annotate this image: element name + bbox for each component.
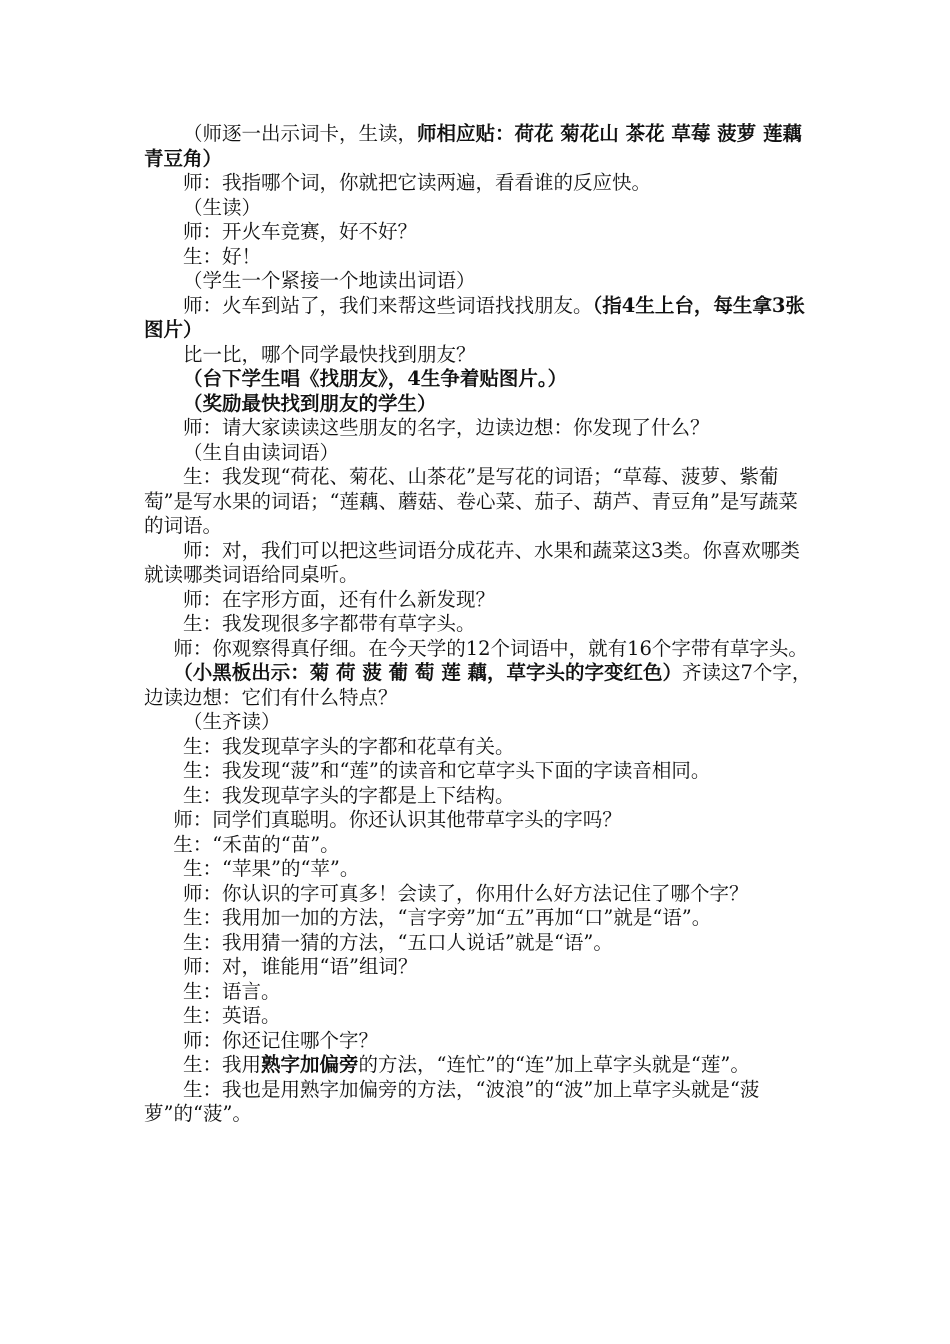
paragraph-bold: （台下学生唱《找朋友》，4生争着贴图片。）: [183, 367, 568, 390]
paragraph: 师：我指哪个词，你就把它读两遍，看看谁的反应快。: [183, 171, 652, 194]
paragraph-bold-text: （指4生上台，每生拿3张图片）: [144, 293, 805, 341]
paragraph: （生自由读词语）: [183, 440, 340, 464]
paragraph-bold-text: 熟字加偏旁: [261, 1053, 359, 1076]
paragraph-text: 师：火车到站了，我们来帮这些词语找找朋友。: [183, 293, 593, 317]
paragraph: 生：我用猜一猜的方法，“五口人说话”就是“语”。: [183, 930, 613, 954]
paragraph: （学生一个紧接一个地读出词语）: [183, 269, 476, 292]
paragraph: 生：我发现“荷花、菊花、山茶花”是写花的词语；“草莓、菠萝、紫葡萄”是写水果的词语；“莲藕、蘑菇、卷心菜、茄子、葫芦、青豆角”是写蔬菜的词语。: [144, 465, 798, 537]
paragraph: 师：在字形方面，还有什么新发现？: [183, 587, 496, 611]
paragraph: 师：你观察得真仔细。在今天学的12个词语中，就有16个字带有草字头。: [173, 636, 808, 660]
paragraph: 师：对，谁能用“语”组词？: [183, 955, 418, 978]
paragraph: [144, 661, 812, 710]
paragraph: [144, 122, 812, 171]
paragraph-text: （师逐一出示词卡，生读，: [183, 122, 418, 145]
paragraph: 生：我发现“菠”和“莲”的读音和它草字头下面的字读音相同。: [183, 759, 711, 782]
paragraph: （生齐读）: [183, 710, 281, 733]
paragraph: 师：同学们真聪明。你还认识其他带草字头的字吗？: [173, 808, 622, 831]
paragraph: 生：我发现草字头的字都是上下结构。: [183, 783, 515, 807]
paragraph: 师：请大家读读这些朋友的名字，边读边想：你发现了什么？: [183, 416, 710, 439]
paragraph-bold: （奖励最快找到朋友的学生）: [183, 391, 437, 415]
paragraph: （生读）: [183, 195, 262, 219]
paragraph: 生：我发现很多字都带有草字头。: [183, 612, 476, 635]
paragraph: 生：“苹果”的“苹”。: [183, 857, 360, 880]
document-body: [144, 122, 812, 1127]
paragraph-text: 生：我用: [183, 1053, 262, 1076]
paragraph-text: 的方法，“连忙”的“连”加上草字头就是“莲”。: [358, 1053, 750, 1076]
paragraph: 师：对，我们可以把这些词语分成花卉、水果和蔬菜这3类。你喜欢哪类就读哪类词语给同桌听。: [144, 538, 800, 586]
paragraph-text: 齐读这7个字，边读边想：它们有什么特点？: [144, 661, 812, 709]
paragraph: 生：我发现草字头的字都和花草有关。: [183, 734, 515, 758]
paragraph: 生：我用加一加的方法，“言字旁”加“五”再加“口”就是“语”。: [183, 906, 712, 929]
paragraph: 师：你还记住哪个字？: [183, 1028, 379, 1052]
paragraph: 生：英语。: [183, 1004, 281, 1027]
paragraph: 生：好！: [183, 244, 262, 268]
paragraph: [144, 1053, 812, 1078]
paragraph: 师：开火车竞赛，好不好？: [183, 220, 418, 243]
paragraph: 生：语言。: [183, 979, 281, 1003]
paragraph: [144, 294, 812, 343]
paragraph: 师：你认识的字可真多！会读了，你用什么好方法记住了哪个字？: [183, 881, 749, 905]
paragraph-bold-text: （小黑板出示：菊 荷 菠 葡 萄 莲 藕，草字头的字变红色）: [173, 661, 682, 684]
paragraph-bold-text: 师相应贴：荷花 菊花山 茶花 草莓 菠萝 莲藕 青豆角）: [144, 122, 802, 170]
paragraph: 生：“禾苗的“苗”。: [173, 832, 340, 856]
paragraph: 比一比，哪个同学最快找到朋友？: [183, 342, 476, 366]
paragraph: 生：我也是用熟字加偏旁的方法，“波浪”的“波”加上草字头就是“菠萝”的“菠”。: [144, 1077, 760, 1125]
